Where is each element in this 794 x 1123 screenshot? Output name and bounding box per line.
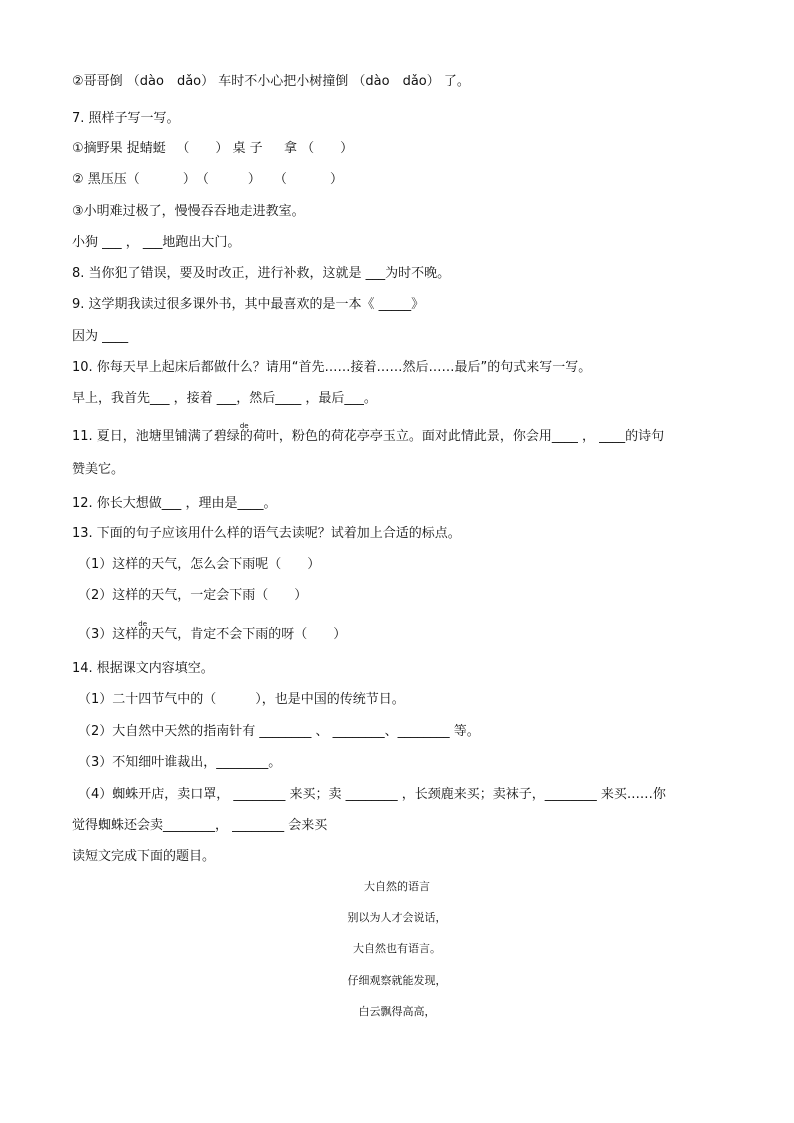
poem-title: 大自然的语言 — [364, 880, 430, 893]
ruby-base: 的 — [239, 429, 253, 444]
poem-line: 仔细观察就能发现， — [347, 974, 447, 987]
ruby-annotation — [138, 620, 152, 644]
question-12: 12. 你长大想做___ ，理由是____。 — [72, 496, 277, 511]
ruby-annotation — [239, 422, 253, 446]
question-13-item-2: （2）这样的天气，一定会下雨（ ） — [78, 588, 308, 603]
question-14-item-3: （3）不知细叶谁裁出，________。 — [78, 755, 282, 770]
question-9-reason: 因为 ____ — [72, 329, 129, 344]
question-13-item-3-part-a: （3）这样 — [78, 627, 139, 642]
question-11-continuation: 赞美它。 — [72, 462, 125, 477]
question-13-item-3 — [78, 620, 754, 644]
question-11-part-a: 11. 夏日，池塘里铺满了碧绿 — [72, 429, 240, 444]
poem-line: 别以为人才会说话， — [347, 911, 447, 924]
question-14-item-1: （1）二十四节气中的（ ），也是中国的传统节日。 — [78, 692, 405, 707]
ruby-pinyin: de — [138, 620, 148, 628]
reading-instruction: 读短文完成下面的题目。 — [72, 849, 216, 864]
question-11 — [72, 422, 754, 446]
question-14-item-4-continuation: 觉得蜘蛛还会卖________， ________ 会来买 — [72, 818, 328, 833]
question-13: 13. 下面的句子应该用什么样的语气去读呢？试着加上合适的标点。 — [72, 526, 461, 541]
poem-line: 白云飘得高高， — [358, 1005, 436, 1018]
question-13-item-1: （1）这样的天气，怎么会下雨呢（ ） — [78, 557, 321, 572]
question-7-item-3-answer: 小狗 ___ ， ___地跑出大门。 — [72, 235, 241, 250]
ruby-pinyin: de — [239, 422, 249, 430]
question-13-item-3-part-b: 天气，肯定不会下雨的呀（ ） — [151, 627, 347, 642]
question-14-item-2: （2）大自然中天然的指南针有 ________ 、 ________、________ 等。 — [78, 724, 480, 739]
question-10-answer: 早上，我首先___ ，接着 ___，然后____ ，最后___。 — [72, 391, 377, 406]
question-9: 9. 这学期我读过很多课外书，其中最喜欢的是一本《 _____》 — [72, 297, 425, 312]
question-10: 10. 你每天早上起床后都做什么？请用“首先……接着……然后……最后”的句式来写一写。 — [72, 360, 592, 375]
poem-line: 大自然也有语言。 — [353, 942, 441, 955]
question-14-item-4: （4）蜘蛛开店，卖口罩， ________ 来买；卖 ________ ，长颈鹿来买；卖袜子，________ 来买……你 — [78, 787, 666, 802]
question-14: 14. 根据课文内容填空。 — [72, 661, 214, 676]
question-7-item-1: ①摘野果 捉蜻蜓 （ ） 桌 子 拿 （ ） — [72, 141, 354, 156]
exercise-line-pinyin-choice: ②哥哥倒 （dào dǎo） 车时不小心把小树撞倒 （dào dǎo） 了。 — [72, 74, 470, 89]
question-7-title: 7. 照样子写一写。 — [72, 111, 180, 126]
question-8: 8. 当你犯了错误，要及时改正，进行补救，这就是 ___为时不晚。 — [72, 266, 451, 281]
question-7-item-2: ② 黑压压（ ） （ ） （ ） — [72, 172, 344, 187]
question-7-item-3: ③小明难过极了，慢慢吞吞地走进教室。 — [72, 204, 305, 219]
question-11-part-b: 荷叶，粉色的荷花亭亭玉立。面对此情此景，你会用____ ， ____的诗句 — [252, 429, 665, 444]
ruby-base: 的 — [138, 627, 152, 642]
